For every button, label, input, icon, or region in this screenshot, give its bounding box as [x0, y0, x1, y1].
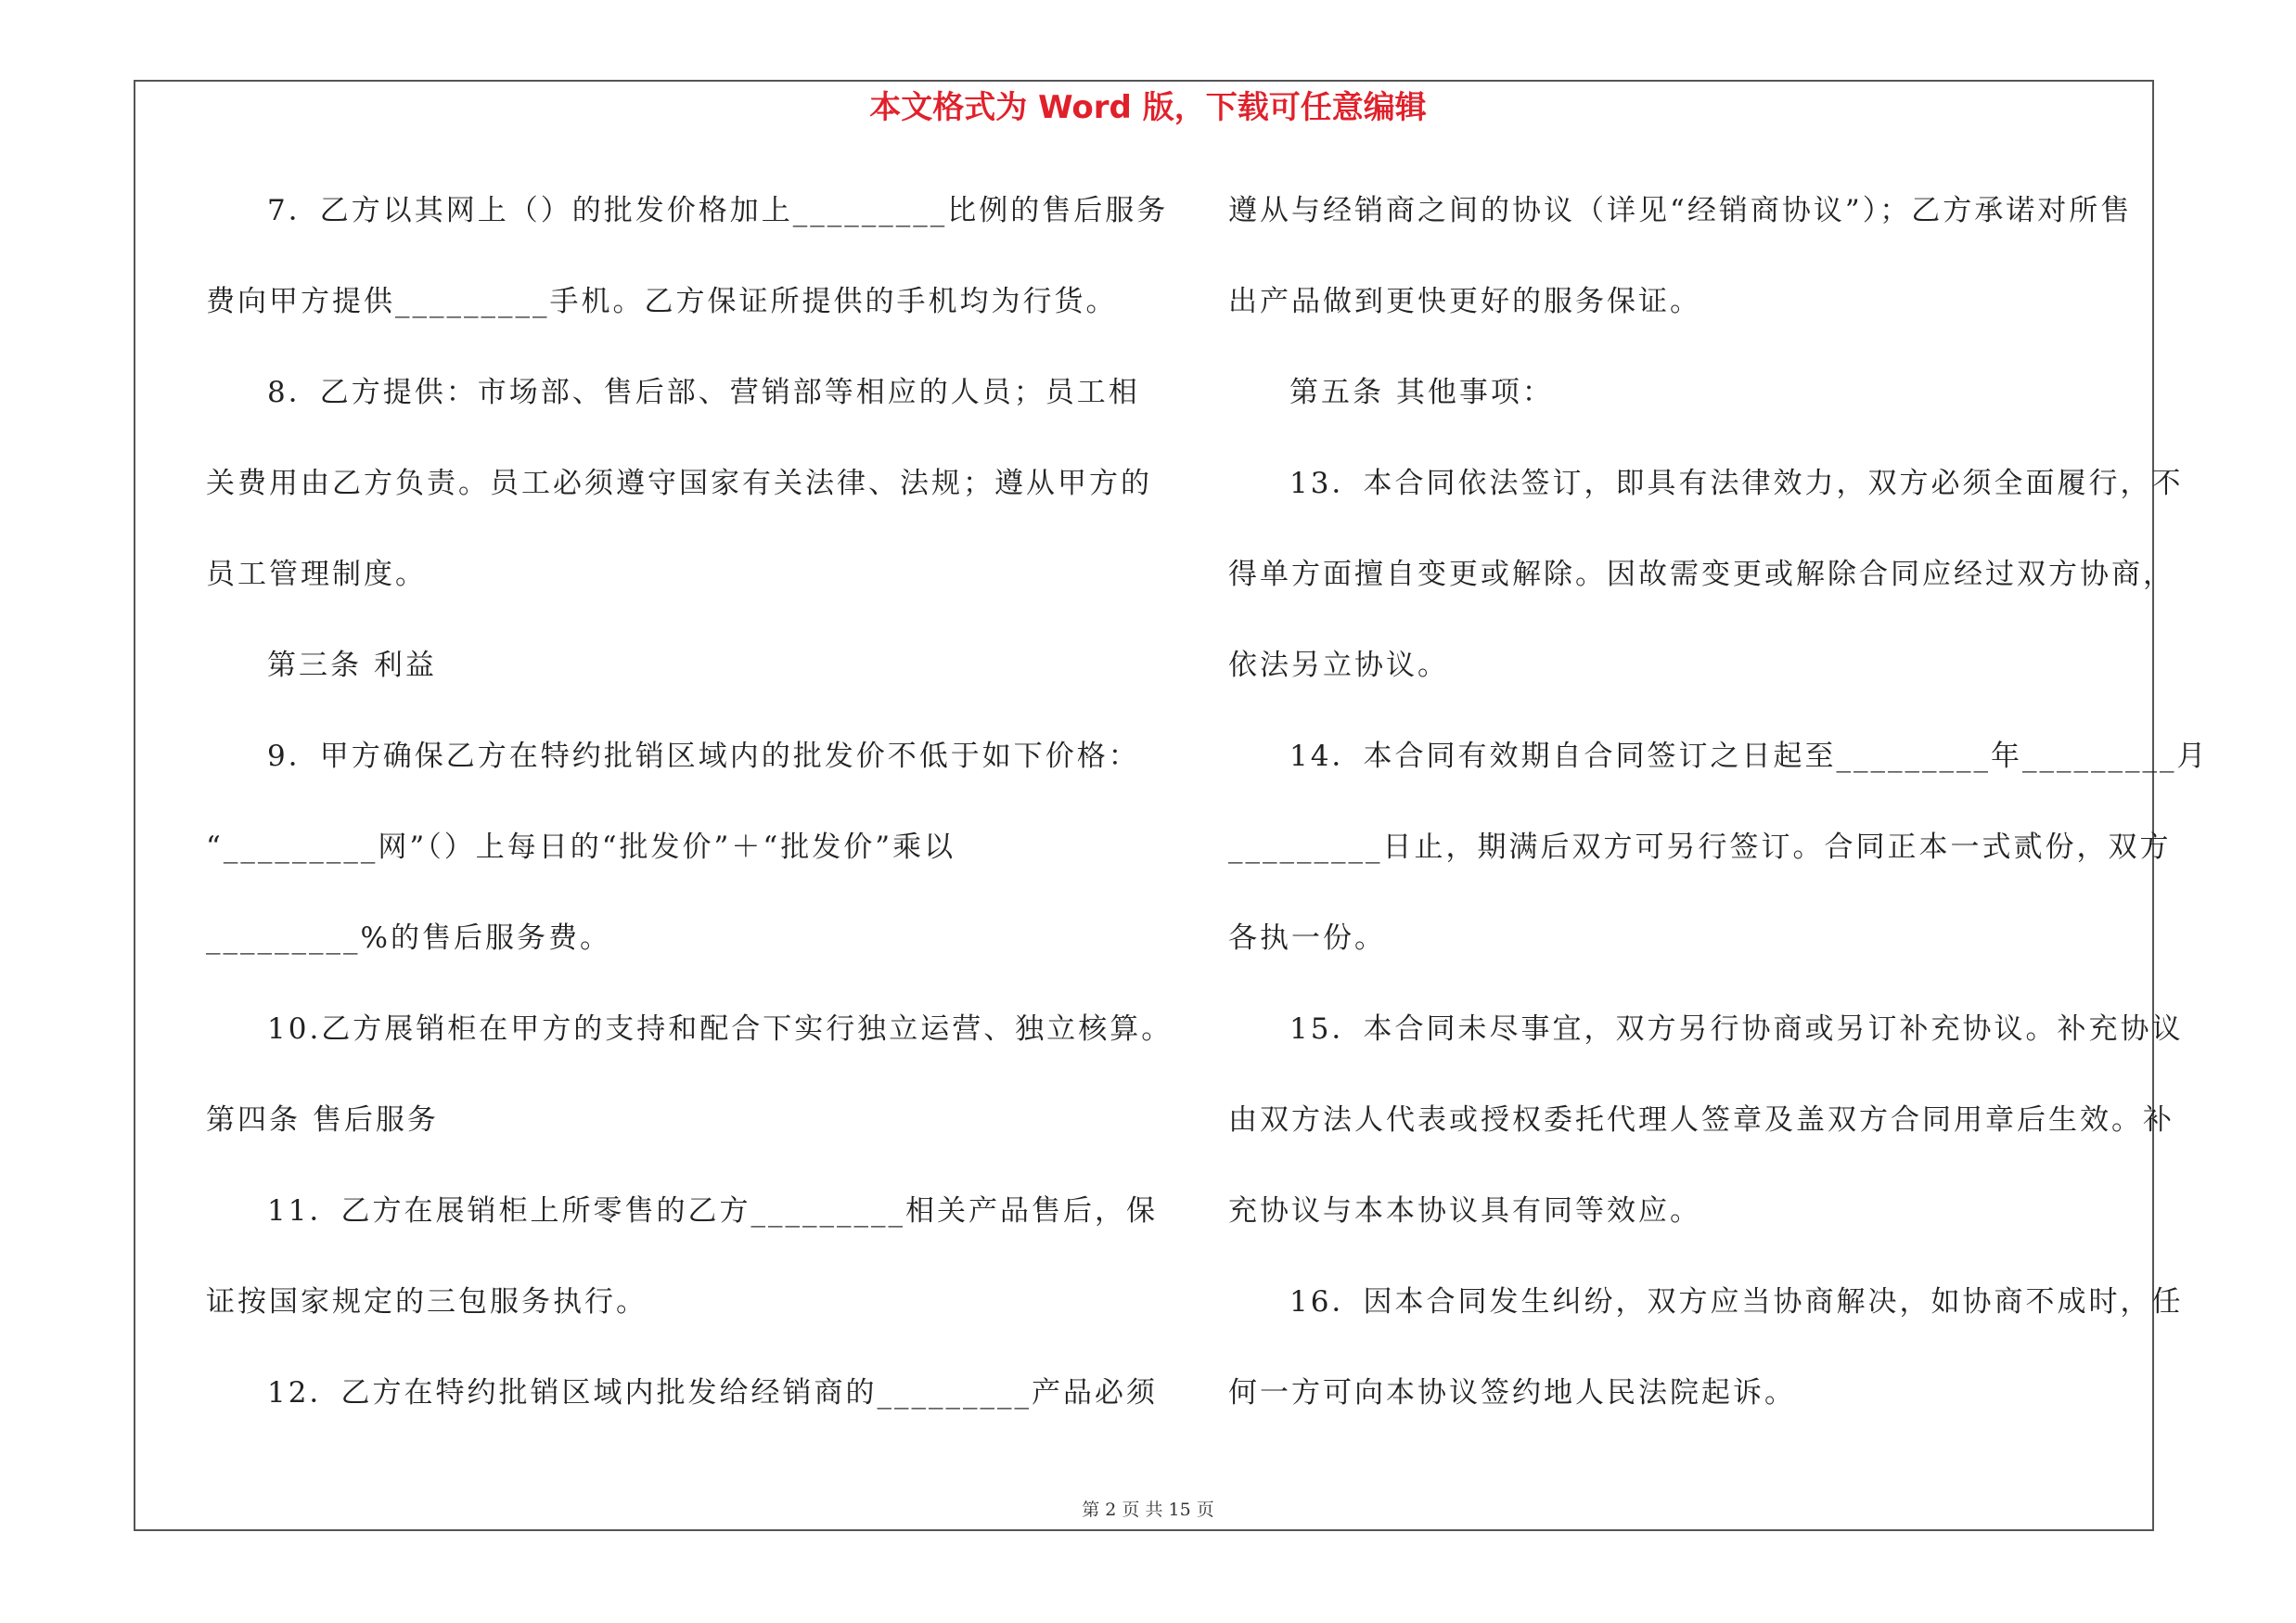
text-line: 14．本合同有效期自合同签订之日起至_________年_________月: [1289, 740, 2209, 773]
text-line: 充协议与本本协议具有同等效应。: [1228, 1194, 1701, 1228]
text-line: “_________网”（）上每日的“批发价”＋“批发价”乘以: [206, 831, 956, 864]
text-line: 15．本合同未尽事宜，双方另行协商或另订补充协议。补充协议: [1289, 1012, 2184, 1046]
text-line: 得单方面擅自变更或解除。因故需变更或解除合同应经过双方协商，: [1228, 558, 2174, 591]
text-line: 第四条 售后服务: [206, 1103, 439, 1137]
text-line: 13．本合同依法签订，即具有法律效力，双方必须全面履行，不: [1289, 467, 2184, 500]
right-column: [1228, 165, 2209, 1438]
text-line: 16．因本合同发生纠纷，双方应当协商解决，如协商不成时，任: [1289, 1285, 2184, 1319]
text-line: 9．甲方确保乙方在特约批销区域内的批发价不低于如下价格：: [267, 740, 1140, 773]
text-line: _________日止，期满后双方可另行签订。合同正本一式贰份，双方: [1228, 831, 2172, 864]
text-line: 11．乙方在展销柜上所零售的乙方_________相关产品售后，保: [267, 1194, 1158, 1228]
text-line: 10.乙方展销柜在甲方的支持和配合下实行独立运营、独立核算。: [267, 1012, 1174, 1046]
text-line: 费向甲方提供_________手机。乙方保证所提供的手机均为行货。: [206, 285, 1118, 318]
text-line: 7．乙方以其网上（）的批发价格加上_________比例的售后服务: [267, 194, 1169, 227]
text-line: 证按国家规定的三包服务执行。: [206, 1285, 648, 1319]
text-line: 由双方法人代表或授权委托代理人签章及盖双方合同用章后生效。补: [1228, 1103, 2174, 1137]
word-format-banner: 本文格式为 Word 版，下载可任意编辑: [869, 89, 1427, 126]
text-line: 关费用由乙方负责。员工必须遵守国家有关法律、法规；遵从甲方的: [206, 467, 1152, 500]
text-line: 依法另立协议。: [1228, 649, 1449, 682]
left-column: [206, 165, 1174, 1438]
text-line: 出产品做到更快更好的服务保证。: [1228, 285, 1701, 318]
text-line: 12．乙方在特约批销区域内批发给经销商的_________产品必须: [267, 1376, 1158, 1410]
text-line: _________%的售后服务费。: [206, 921, 611, 955]
text-line: 遵从与经销商之间的协议（详见“经销商协议”）；乙方承诺对所售: [1228, 194, 2133, 227]
text-line: 何一方可向本协议签约地人民法院起诉。: [1228, 1376, 1796, 1410]
text-line: 第三条 利益: [267, 649, 437, 682]
text-line: 第五条 其他事项：: [1289, 376, 1554, 409]
text-line: 各执一份。: [1228, 921, 1386, 955]
text-line: 8．乙方提供：市场部、售后部、营销部等相应的人员；员工相: [267, 376, 1140, 409]
page-number-footer: 第 2 页 共 15 页: [1082, 1500, 1214, 1520]
text-line: 员工管理制度。: [206, 558, 427, 591]
